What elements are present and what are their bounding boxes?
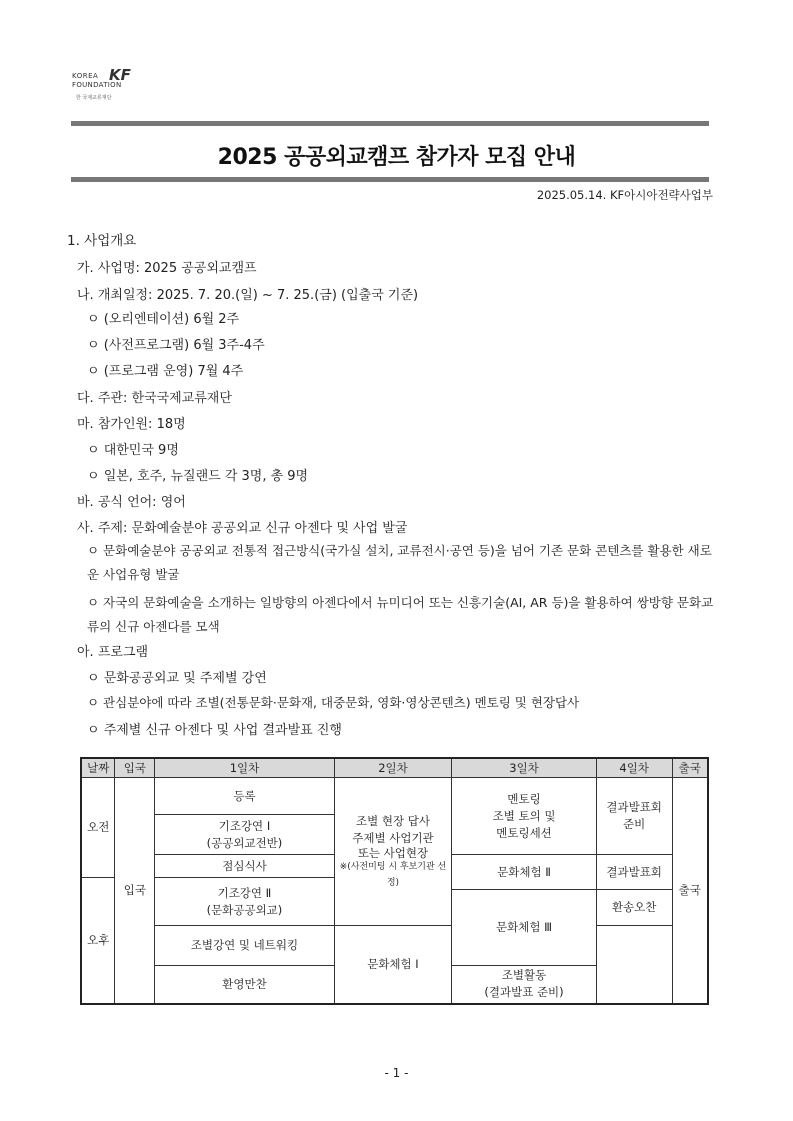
item-sa: 사. 주제: 문화예술분야 공공외교 신규 아젠다 및 사업 발굴 (77, 521, 408, 536)
d3-mentoring-line3: 멘토링세션 (496, 825, 552, 840)
logo-korea-text: KOREA (72, 72, 99, 80)
header-arrival: 입국 (115, 758, 155, 778)
d1-welcome-dinner: 환영만찬 (155, 966, 334, 1004)
d2-site-visit-note: ※(사전미팅 시 후보기관 선정) (339, 861, 447, 888)
d1-keynote-1-title: 기조강연 Ⅰ (218, 818, 271, 833)
d1-keynote-2-title: 기조강연 Ⅱ (217, 885, 272, 900)
d3-mentoring (452, 778, 597, 855)
page-number: - 1 - (384, 1066, 409, 1080)
d4-farewell-lunch: 환송오찬 (596, 890, 672, 926)
d3-culture-2: 문화체험 Ⅱ (452, 855, 597, 890)
d4-presentation: 결과발표회 (596, 855, 672, 890)
item-a-sub-3: ㅇ 주제별 신규 아젠다 및 사업 결과발표 진행 (87, 723, 342, 738)
d1-keynote-2 (155, 878, 334, 926)
d3-mentoring-line2: 조별 토의 및 (492, 808, 556, 823)
item-sa-sub-2: ㅇ 자국의 문화예술을 소개하는 일방향의 아젠다에서 뉴미디어 또는 신흥기술(AI, AR 등)을 활용하여 쌍방향 문화교류의 신규 아젠다를 모색 (87, 595, 714, 634)
item-na: 나. 개최일정: 2025. 7. 20.(일) ~ 7. 25.(금) (입출국 기준) (77, 288, 419, 303)
d1-group-lecture: 조별강연 및 네트워킹 (155, 926, 334, 966)
arrival-cell: 입국 (115, 778, 155, 1004)
title-bottom-rule (71, 177, 709, 182)
d2-site-visit (334, 778, 452, 926)
logo-kf-mark: KF (109, 66, 131, 84)
d1-keynote-1-sub: (공공외교전반) (206, 835, 283, 850)
logo-korean-subtext: 한 국제교류재단 (76, 95, 112, 101)
d3-group-activity-title: 조별활동 (501, 968, 547, 983)
item-da: 다. 주관: 한국국제교류재단 (77, 391, 232, 406)
title-top-rule (71, 121, 709, 126)
d1-keynote-1 (155, 815, 334, 855)
schedule-table (80, 757, 709, 1005)
d1-keynote-2-sub: (문화공공외교) (206, 902, 283, 917)
item-sa-sub-1: ㅇ 문화예술분야 공공외교 전통적 접근방식(국가실 설치, 교류전시·공연 등)을 넘어 기존 문화 콘텐츠를 활용한 새로운 사업유형 발굴 (87, 543, 712, 582)
d3-mentoring-title: 멘토링 (507, 791, 541, 806)
d2-site-visit-title: 조별 현장 답사 (355, 813, 430, 828)
item-ma-sub-1: ㅇ 대한민국 9명 (87, 443, 179, 458)
item-ma-sub-2: ㅇ 일본, 호주, 뉴질랜드 각 3명, 총 9명 (87, 469, 309, 484)
header-day4: 4일차 (596, 758, 672, 778)
d1-registration: 등록 (155, 778, 334, 815)
d2-site-visit-line3: 또는 사업현장 (357, 845, 429, 860)
pm-label: 오후 (81, 878, 115, 1004)
header-departure: 출국 (672, 758, 708, 778)
d4-empty (596, 926, 672, 1004)
d3-culture-3: 문화체험 Ⅲ (452, 890, 597, 966)
section-heading: 1. 사업개요 (67, 233, 137, 249)
item-a-sub-2: ㅇ 관심분야에 따라 조별(전통문화·문화재, 대중문화, 영화·영상콘텐츠) 멘토링 및 현장답사 (87, 695, 580, 710)
departure-cell: 출국 (672, 778, 708, 1004)
korea-foundation-logo (72, 66, 152, 108)
header-day1: 1일차 (155, 758, 334, 778)
header-day2: 2일차 (334, 758, 452, 778)
header-day3: 3일차 (452, 758, 597, 778)
logo-foundation-text: FOUNDATION (72, 81, 122, 89)
d3-group-activity-sub: (결과발표 준비) (484, 985, 564, 1000)
d4-prep-line2: 준비 (623, 817, 646, 831)
d1-lunch: 점심식사 (155, 855, 334, 878)
item-na-sub-2: ㅇ (사전프로그램) 6월 3주-4주 (87, 338, 265, 353)
item-a-sub-1: ㅇ 문화공공외교 및 주제별 강연 (87, 671, 267, 686)
d2-culture-1: 문화체험 Ⅰ (334, 926, 452, 1004)
d3-group-activity (452, 966, 597, 1004)
schedule-header-row (81, 758, 708, 778)
am-label: 오전 (81, 778, 115, 878)
page-title: 2025 공공외교캠프 참가자 모집 안내 (217, 145, 576, 170)
item-na-sub-3: ㅇ (프로그램 운영) 7월 4주 (87, 364, 244, 379)
d4-prep-line1: 결과발표회 (606, 800, 662, 814)
item-ba: 바. 공식 언어: 영어 (77, 495, 186, 510)
d4-presentation-prep (596, 778, 672, 855)
d2-site-visit-line2: 주제별 사업기관 (352, 830, 434, 845)
date-department: 2025.05.14. KF아시아전략사업부 (536, 188, 713, 202)
header-date: 날짜 (81, 758, 115, 778)
item-na-sub-1: ㅇ (오리엔테이션) 6월 2주 (87, 312, 240, 327)
item-ga: 가. 사업명: 2025 공공외교캠프 (77, 261, 257, 276)
item-a: 아. 프로그램 (77, 645, 149, 660)
item-ma: 마. 참가인원: 18명 (77, 417, 186, 432)
